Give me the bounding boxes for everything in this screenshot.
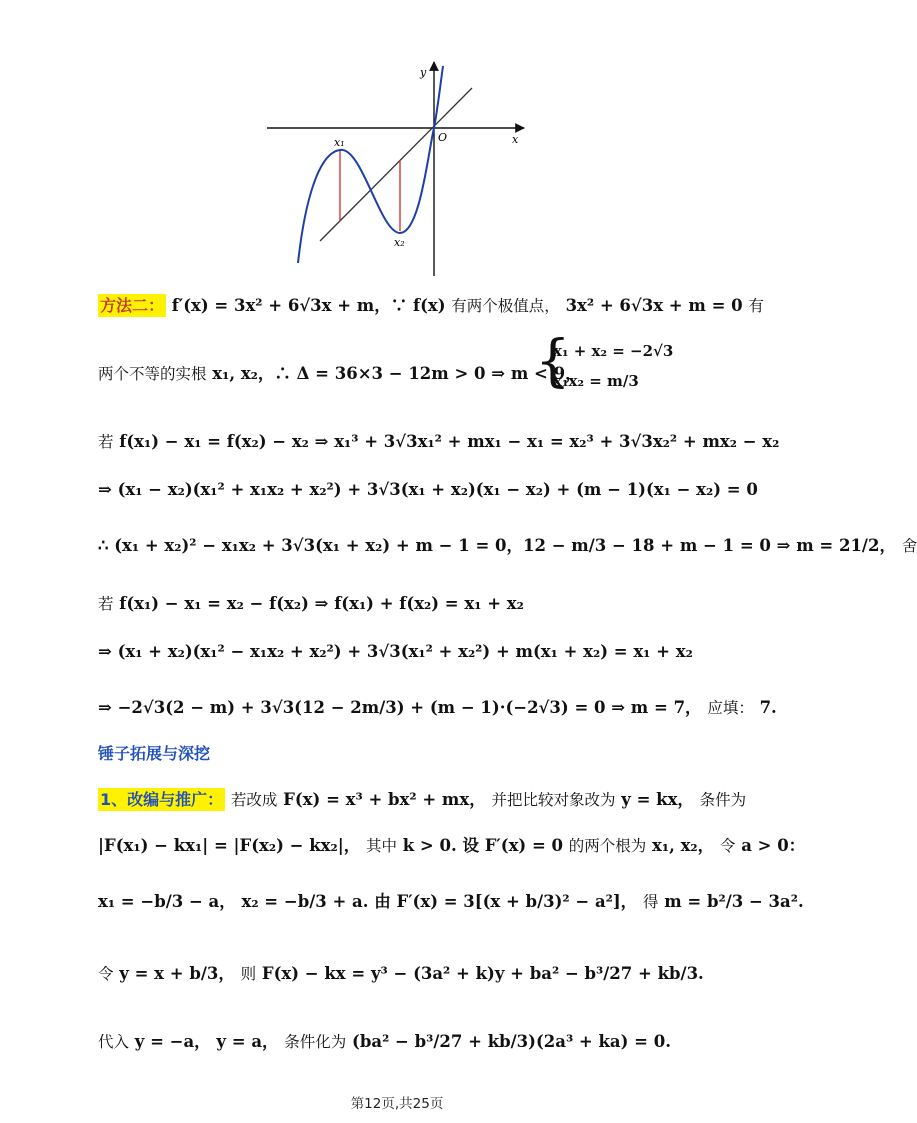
s5-text1: 代入 bbox=[98, 1033, 130, 1051]
s3-math2: m = b²/3 − 3a². bbox=[664, 892, 804, 911]
method2-line2 bbox=[98, 362, 582, 386]
body-line5 bbox=[98, 534, 917, 558]
s1-math2: y = kx， bbox=[621, 790, 694, 809]
point-label-x1: x₁ bbox=[334, 136, 345, 149]
body-line3-math: f(x₁) − x₁ = f(x₂) − x₂ ⇒ x₁³ + 3√3x₁² + mx₁ − x₁ = x₂³ + 3√3x₂² + mx₂ − x₂ bbox=[119, 432, 780, 451]
s1-math1: F(x) = x³ + bx² + mx， bbox=[283, 790, 486, 809]
s4-math1: y = x + b/3， bbox=[119, 964, 235, 983]
page-footer: 第12页,共25页 bbox=[350, 1096, 444, 1112]
section-line5 bbox=[98, 1030, 671, 1054]
method2-line1 bbox=[98, 294, 764, 318]
body-line6-math: f(x₁) − x₁ = x₂ − f(x₂) ⇒ f(x₁) + f(x₂) = x₁ + x₂ bbox=[119, 594, 524, 613]
method2-line1-text: 有两个极值点， bbox=[451, 297, 560, 315]
body-line8-answer: 7. bbox=[759, 698, 777, 717]
section-line2 bbox=[98, 834, 805, 858]
body-line5-math: ∴ (x₁ + x₂)² − x₁x₂ + 3√3(x₁ + x₂) + m − 1 = 0，12 − m/3 − 18 + m − 1 = 0 ⇒ m = 21/2， bbox=[98, 536, 896, 555]
body-line7-math: ⇒ (x₁ + x₂)(x₁² − x₁x₂ + x₂²) + 3√3(x₁² + x₂²) + m(x₁ + x₂) = x₁ + x₂ bbox=[98, 642, 693, 661]
body-line4-math: ⇒ (x₁ − x₂)(x₁² + x₁x₂ + x₂²) + 3√3(x₁ + x₂)(x₁ − x₂) + (m − 1)(x₁ − x₂) = 0 bbox=[98, 480, 758, 499]
s4-text2: 则 bbox=[240, 965, 257, 983]
s3-text: 得 bbox=[642, 893, 659, 911]
section-line4 bbox=[98, 962, 704, 986]
body-line6-pre: 若 bbox=[98, 595, 114, 613]
body-line8-text: 应填： bbox=[707, 699, 754, 717]
method2-line1-end: 有 bbox=[748, 297, 764, 315]
s3-math1: x₁ = −b/3 − a， x₂ = −b/3 + a. 由 F′(x) = 3[(x + b/3)² − a²]， bbox=[98, 892, 638, 911]
body-line4 bbox=[98, 478, 758, 502]
s2-text1: 其中 bbox=[365, 837, 397, 855]
axis-label-y: y bbox=[420, 66, 427, 79]
s2-math1: |F(x₁) − kx₁| = |F(x₂) − kx₂|， bbox=[98, 836, 361, 855]
s1-text1: 若改成 bbox=[230, 791, 278, 809]
s2-math4: a > 0： bbox=[741, 836, 806, 855]
s5-text2: 条件化为 bbox=[284, 1033, 347, 1051]
body-line3 bbox=[98, 430, 779, 454]
system-brace: { bbox=[535, 329, 571, 394]
section-title: 锤子拓展与深挖 bbox=[98, 744, 211, 763]
s1-text3: 条件为 bbox=[699, 791, 747, 809]
system-row1: x₁ + x₂ = −2√3 bbox=[553, 342, 674, 360]
body-line7 bbox=[98, 640, 693, 664]
body-line8-math: ⇒ −2√3(2 − m) + 3√3(12 − 2m/3) + (m − 1)·(−2√3) = 0 ⇒ m = 7， bbox=[98, 698, 702, 717]
origin-label: O bbox=[438, 131, 448, 144]
s2-text2: 的两个根为 bbox=[568, 837, 647, 855]
s2-math2: k > 0. 设 F′(x) = 0 bbox=[402, 836, 564, 855]
section-sub-tag: 1、改编与推广： bbox=[100, 790, 224, 809]
s1-text2: 并把比较对象改为 bbox=[491, 791, 616, 809]
body-line8 bbox=[98, 696, 777, 720]
body-line6 bbox=[98, 592, 524, 616]
method2-tag: 方法二： bbox=[100, 296, 165, 315]
point-label-x2: x₂ bbox=[394, 236, 405, 249]
body-line5-end: 舍 bbox=[901, 537, 917, 555]
section-line3 bbox=[98, 890, 804, 914]
s4-math2: F(x) − kx = y³ − (3a² + k)y + ba² − b³/27 + kb/3. bbox=[261, 964, 704, 983]
tangent-line bbox=[320, 88, 472, 241]
method2-line2-text: 两个不等的实根 bbox=[98, 365, 207, 383]
body-line3-pre: 若 bbox=[98, 433, 114, 451]
s2-text3: 令 bbox=[719, 837, 736, 855]
method2-line1-math1: f′(x) = 3x² + 6√3x + m，∵ f(x) bbox=[171, 296, 446, 315]
cubic-curve bbox=[298, 66, 443, 263]
section-title-line bbox=[98, 742, 210, 766]
s2-math3: x₁, x₂， bbox=[652, 836, 715, 855]
method2-line1-math2: 3x² + 6√3x + m = 0 bbox=[565, 296, 743, 315]
s4-text1: 令 bbox=[98, 965, 114, 983]
system-row2: x₁x₂ = m/3 bbox=[553, 372, 639, 390]
axis-label-x: x bbox=[512, 133, 519, 146]
section-line1 bbox=[98, 788, 746, 812]
s5-math2: (ba² − b³/27 + kb/3)(2a³ + ka) = 0. bbox=[352, 1032, 671, 1051]
method2-line2-math: x₁, x₂，∴ Δ = 36×3 − 12m > 0 ⇒ m < 9， bbox=[212, 364, 582, 383]
s5-math1: y = −a， y = a， bbox=[134, 1032, 279, 1051]
function-graph bbox=[262, 58, 532, 280]
